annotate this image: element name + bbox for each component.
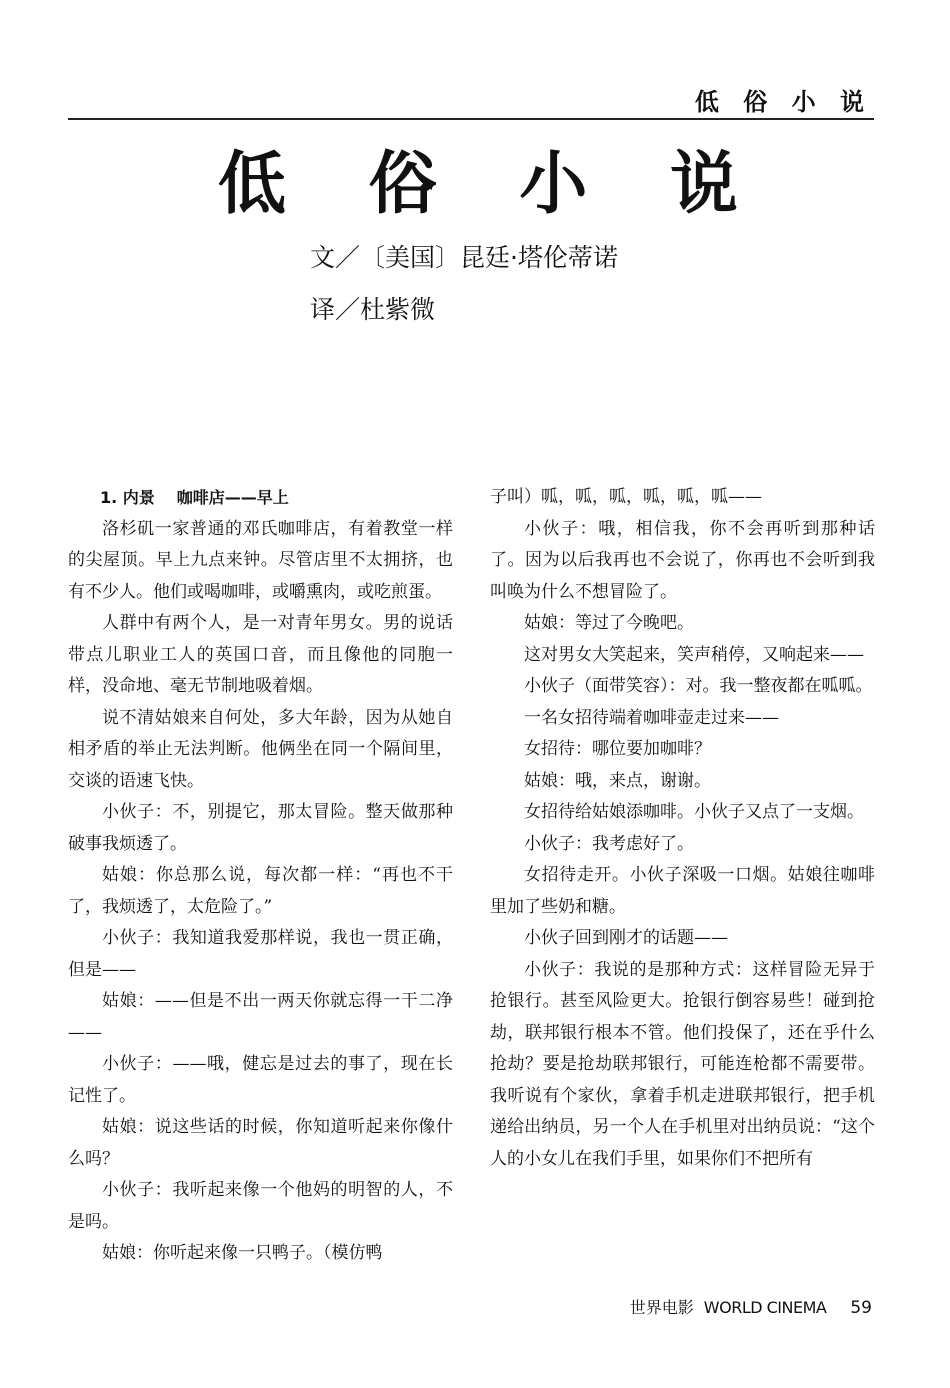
title-char-3: 小 xyxy=(519,145,588,224)
paragraph: 一名女招待端着咖啡壶走过来—— xyxy=(524,707,779,728)
paragraph: 女招待给姑娘添咖啡。小伙子又点了一支烟。 xyxy=(524,802,864,822)
magazine-name-en: WORLD CINEMA xyxy=(703,1298,827,1317)
paragraph: 小伙子：我考虑好了。 xyxy=(524,833,694,854)
author-byline: 文／〔美国〕昆廷·塔伦蒂诺 xyxy=(310,243,618,272)
paragraph: 小伙子（面带笑容）：对。我一整夜都在呱呱。 xyxy=(524,676,873,696)
right-column xyxy=(490,482,875,1175)
scene-number: 1. 内景 xyxy=(100,488,155,507)
page-number: 59 xyxy=(850,1298,872,1318)
scene-heading xyxy=(68,482,453,514)
paragraph: 姑娘：等过了今晚吧。 xyxy=(524,613,694,633)
title-char-2: 俗 xyxy=(368,145,437,224)
title-char-1: 低 xyxy=(218,145,287,224)
paragraph: 小伙子：不，别提它，那太冒险。整天做那种破事我烦透了。 xyxy=(68,802,453,854)
paragraph: 小伙子：我知道我爱那样说，我也一贯正确，但是—— xyxy=(68,928,453,980)
magazine-name-cn: 世界电影 xyxy=(629,1298,694,1317)
paragraph: 小伙子：——哦，健忘是过去的事了，现在长记性了。 xyxy=(68,1054,453,1106)
paragraph: 姑娘：你总那么说，每次都一样：“再也不干了，我烦透了，太危险了。” xyxy=(68,865,453,917)
paragraph: 说不清姑娘来自何处，多大年龄，因为从她自相矛盾的举止无法判断。他俩坐在同一个隔间里，交谈的语速飞快。 xyxy=(68,707,453,791)
title-char-4: 说 xyxy=(669,145,738,224)
paragraph: 姑娘：——但是不出一两天你就忘得一干二净—— xyxy=(68,991,453,1043)
paragraph: 女招待：哪位要加咖啡？ xyxy=(524,739,711,759)
article-title xyxy=(218,140,738,230)
paragraph-continuation: 子叫）呱，呱，呱，呱，呱，呱—— xyxy=(490,487,762,507)
paragraph: 洛杉矶一家普通的邓氏咖啡店，有着教堂一样的尖屋顶。早上九点来钟。尽管店里不太拥挤，也有不少人。他们或喝咖啡，或嚼熏肉，或吃煎蛋。 xyxy=(68,518,453,602)
paragraph: 小伙子回到刚才的话题—— xyxy=(524,928,728,948)
translator-byline: 译／杜紫微 xyxy=(310,295,436,324)
header-divider xyxy=(68,118,874,120)
section-header-title: 低 俗 小 说 xyxy=(694,88,872,116)
paragraph: 人群中有两个人，是一对青年男女。男的说话带点儿职业工人的英国口音，而且像他的同胞一样，没命地、毫无节制地吸着烟。 xyxy=(68,613,453,696)
paragraph: 小伙子：我听起来像一个他妈的明智的人，不是吗。 xyxy=(68,1180,453,1232)
paragraph: 小伙子：哦，相信我，你不会再听到那种话了。因为以后我再也不会说了，你再也不会听到我叫唤为什么不想冒险了。 xyxy=(490,518,875,602)
paragraph: 姑娘：说这些话的时候，你知道听起来你像什么吗？ xyxy=(68,1117,453,1169)
paragraph: 姑娘：哦，来点，谢谢。 xyxy=(524,770,711,791)
scene-location: 咖啡店——早上 xyxy=(176,488,289,507)
paragraph: 姑娘：你听起来像一只鸭子。（模仿鸭 xyxy=(102,1243,383,1263)
page-footer xyxy=(630,1295,872,1318)
paragraph: 女招待走开。小伙子深吸一口烟。姑娘往咖啡里加了些奶和糖。 xyxy=(490,865,875,917)
paragraph: 小伙子：我说的是那种方式：这样冒险无异于抢银行。甚至风险更大。抢银行倒容易些！碰到抢劫，联邦银行根本不管。他们投保了，还在乎什么抢劫？要是抢劫联邦银行，可能连枪都不需要带。我听说有个家伙，拿着手机走进联邦银行，把手机递给出纳员，另一个人在手机里对出纳员说：“这个人的小女儿在我们手里，如果你们不把所有 xyxy=(490,959,875,1169)
left-column xyxy=(68,482,453,1270)
paragraph: 这对男女大笑起来，笑声稍停，又响起来—— xyxy=(524,644,864,665)
